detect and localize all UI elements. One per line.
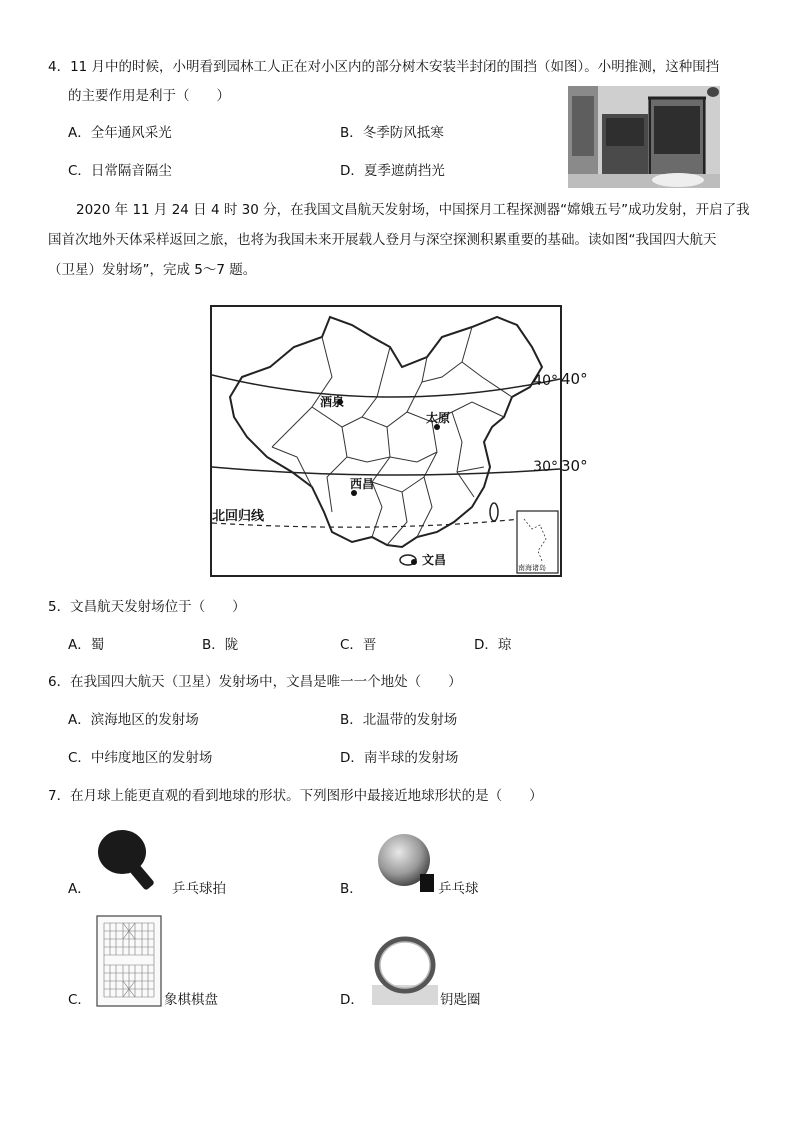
tree-enclosure-photo — [568, 86, 720, 188]
q5-option-b: B．陇 — [202, 637, 239, 653]
map-label-wenchang: 文昌 — [422, 553, 447, 567]
q4-option-b: B．冬季防风抵寒 — [340, 125, 444, 141]
q6-option-c: C．中纬度地区的发射场 — [68, 750, 213, 766]
xiangqi-board-image — [96, 915, 162, 1007]
q6-option-d: D．南半球的发射场 — [340, 750, 459, 766]
map-label-xichang: 西昌 — [350, 477, 375, 491]
china-outline — [230, 317, 542, 547]
q7-option-b-label: 乒乓球 — [438, 881, 479, 897]
map-label-inset: 南海诸岛 — [518, 564, 546, 572]
map-label-taiyuan: 太原 — [426, 411, 451, 425]
q7-option-d-label: 钥匙圈 — [440, 992, 481, 1008]
latitude-30-line — [212, 467, 560, 475]
map-label-jiuquan: 酒泉 — [320, 395, 345, 409]
q7-option-c-label: 象棋棋盘 — [164, 992, 218, 1008]
q7-option-d-letter: D． — [340, 992, 364, 1008]
q4-stem-line1: 4．11 月中的时候，小明看到园林工人正在对小区内的部分树木安装半封闭的围挡（如图）。小明推测，这种围挡 — [48, 59, 720, 75]
q5-option-d: D．琼 — [474, 637, 512, 653]
q7-stem: 7．在月球上能更直观的看到地球的形状。下列图形中最接近地球形状的是（ ） — [48, 788, 543, 804]
q6-option-a: A．滨海地区的发射场 — [68, 712, 199, 728]
map-label-tropic: 北回归线 — [212, 509, 265, 524]
passage-line3: （卫星）发射场”，完成 5～7 题。 — [48, 262, 257, 278]
q4-option-c: C．日常隔音隔尘 — [68, 163, 172, 179]
q6-stem: 6．在我国四大航天（卫星）发射场中，文昌是唯一一个地处（ ） — [48, 674, 462, 690]
q7-option-c-letter: C． — [68, 992, 91, 1008]
launch-sites-map — [210, 305, 562, 577]
wenchang-marker — [411, 559, 417, 565]
lat-30-outer-label: 30° — [561, 457, 588, 475]
q7-option-a-letter: A． — [68, 881, 91, 897]
q4-option-a: A．全年通风采光 — [68, 125, 172, 141]
q6-option-b: B．北温带的发射场 — [340, 712, 458, 728]
map-label-30: 30° — [533, 459, 558, 475]
map-label-40: 40° — [533, 373, 558, 389]
passage-line2: 国首次地外天体采样返回之旅，也将为我国未来开展载人登月与深空探测积累重要的基础。读如图“我国四大航天 — [48, 232, 717, 248]
q7-option-b-letter: B． — [340, 881, 363, 897]
q4-stem-line2: 的主要作用是利于（ ） — [68, 88, 230, 104]
q7-option-a-label: 乒乓球拍 — [172, 881, 226, 897]
q5-option-c: C．晋 — [340, 637, 377, 653]
q4-option-d: D．夏季遮荫挡光 — [340, 163, 445, 179]
passage-line1: 2020 年 11 月 24 日 4 时 30 分，在我国文昌航天发射场，中国探月工程探测器“嫦娥五号”成功发射，开启了我 — [76, 202, 750, 218]
q5-option-a: A．蜀 — [68, 637, 105, 653]
lat-40-outer-label: 40° — [561, 370, 588, 388]
key-ring-image — [372, 933, 438, 1005]
ping-pong-paddle-image — [96, 828, 168, 894]
q5-stem: 5．文昌航天发射场位于（ ） — [48, 599, 246, 615]
ping-pong-ball-image — [372, 830, 438, 894]
